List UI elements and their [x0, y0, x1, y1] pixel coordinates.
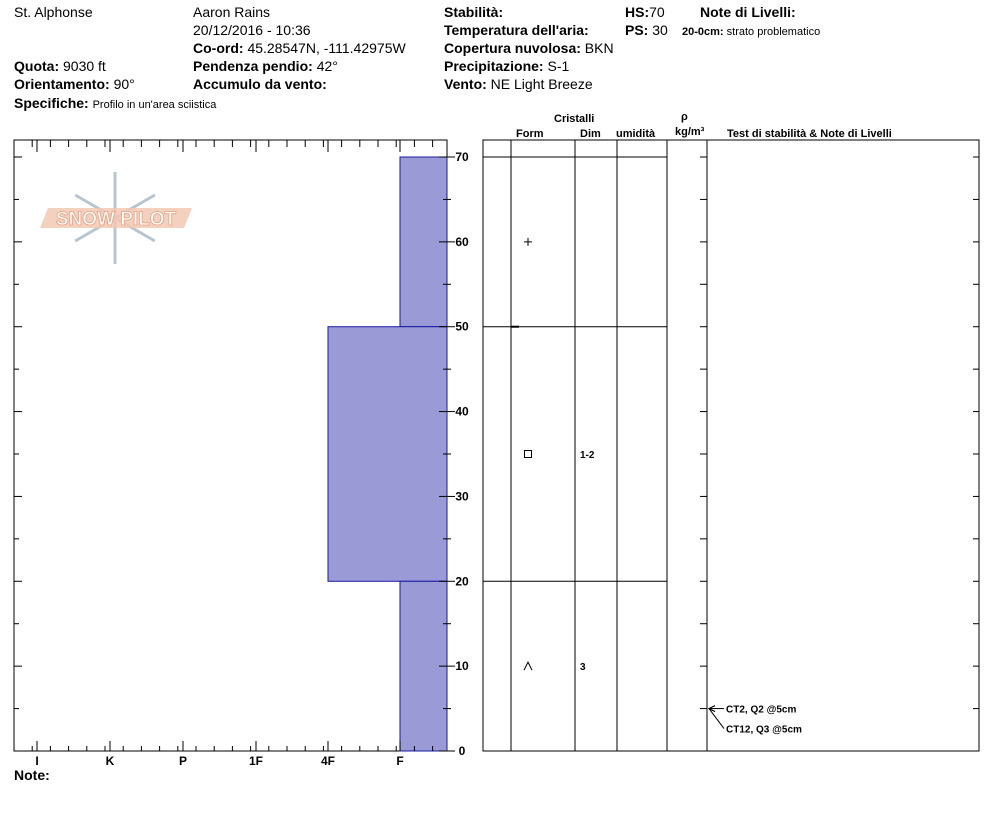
size-label-2: 3	[580, 662, 586, 674]
slope-value: 42°	[316, 58, 338, 74]
hardness-label-1F: 1F	[248, 754, 264, 768]
depth-label-0: 0	[458, 744, 466, 758]
location: St. Alphonse	[14, 4, 93, 20]
elevation-value: 9030 ft	[63, 58, 106, 74]
aspect-value: 90°	[113, 76, 135, 92]
size-label-1: 1-2	[580, 450, 595, 461]
sky-label: Copertura nuvolosa:	[444, 40, 581, 56]
depth-label-60: 60	[455, 234, 469, 249]
hardness-label-P: P	[178, 754, 188, 768]
snowpilot-logo	[40, 172, 192, 264]
elevation-label: Quota:	[14, 58, 60, 74]
ps-value: 30	[652, 22, 668, 38]
datetime: 20/12/2016 - 10:36	[193, 22, 311, 38]
layer-notes-title: Note di Livelli:	[700, 4, 796, 20]
coord-value: 45.28547N, -111.42975W	[247, 40, 406, 56]
specifics-label: Specifiche:	[14, 95, 89, 111]
logo-text: SNOW PILOT	[55, 209, 177, 230]
sky-value: BKN	[584, 40, 614, 56]
specifics-value: Profilo in un'area sciistica	[92, 99, 217, 111]
depth-label-20: 20	[455, 574, 469, 589]
layer-note-depth: 20-0cm:	[682, 26, 724, 38]
aspect-label: Orientamento:	[14, 76, 110, 92]
form-symbol-faceted	[525, 451, 532, 458]
ps-label: PS:	[625, 22, 649, 38]
hs-label: HS:	[625, 4, 650, 20]
tests-header: Test di stabilità & Note di Livelli	[727, 128, 892, 140]
crystals-header: Cristalli	[554, 113, 595, 125]
depth-label-50: 50	[455, 319, 469, 334]
depth-label-10: 10	[455, 659, 469, 674]
moisture-header: umidità	[616, 128, 656, 140]
stability-label: Stabilità:	[444, 4, 504, 20]
air-temp-label: Temperatura dell'aria:	[444, 22, 589, 38]
precip-value: S-1	[547, 58, 570, 74]
depth-label-30: 30	[455, 489, 469, 504]
wind-loading-label: Accumulo da vento:	[193, 76, 327, 92]
form-header: Form	[516, 128, 544, 140]
hardness-label-4F: 4F	[320, 754, 336, 768]
hs-value: 70	[649, 4, 665, 20]
layer-table-frame	[483, 140, 979, 751]
observer: Aaron Rains	[193, 4, 271, 20]
hardness-label-F: F	[396, 754, 404, 768]
density-symbol: ρ	[681, 111, 688, 123]
depth-label-70: 70	[455, 150, 469, 164]
notes-label: Note:	[14, 767, 50, 783]
hardness-label-K: K	[105, 754, 115, 768]
density-unit: kg/m³	[675, 126, 705, 138]
coord-label: Co-ord:	[193, 40, 244, 56]
wind-label: Vento:	[444, 76, 487, 92]
test-label-0: CT2, Q2 @5cm	[726, 704, 797, 716]
layer-note-text: strato problematico	[726, 26, 821, 38]
form-symbol-depth-hoar	[524, 662, 532, 670]
hardness-label-I: I	[35, 754, 39, 768]
test-label-1: CT12, Q3 @5cm	[726, 724, 802, 736]
depth-label-40: 40	[455, 404, 469, 419]
size-header: Dim	[580, 128, 601, 140]
test-leader-1	[709, 709, 724, 729]
hardness-bar-1	[328, 327, 447, 582]
precip-label: Precipitazione:	[444, 58, 544, 74]
slope-label: Pendenza pendio:	[193, 58, 313, 74]
wind-value: NE Light Breeze	[490, 76, 593, 92]
